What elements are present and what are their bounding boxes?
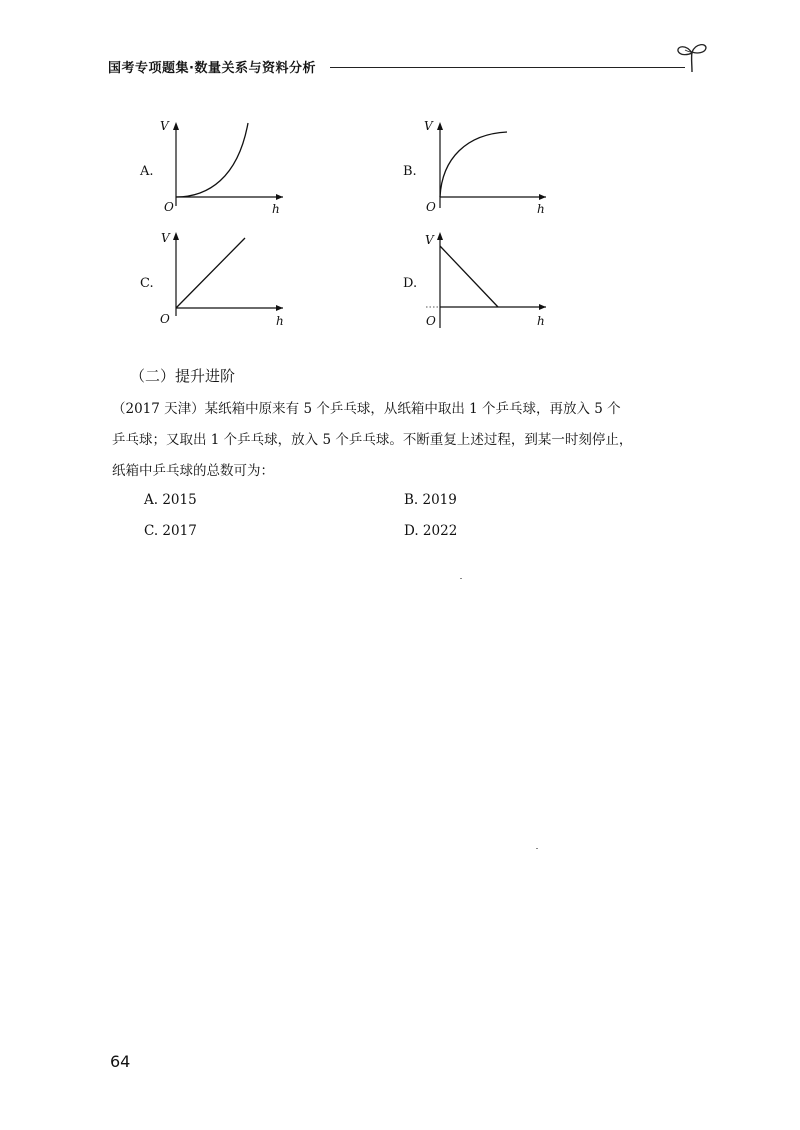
graph-d-origin: O [426, 314, 436, 328]
header-rule [330, 67, 685, 68]
question-line: （2017 天津）某纸箱中原来有 5 个乒乓球，从纸箱中取出 1 个乒乓球，再放入 5 个 [112, 401, 621, 417]
graph-a-label: A. [140, 164, 154, 179]
graph-b-origin: O [426, 200, 436, 214]
graph-c-origin: O [160, 312, 170, 326]
question-text [112, 394, 702, 487]
graph-b [422, 118, 552, 218]
graph-b-label: B. [403, 164, 417, 179]
graph-c-y-label: V [161, 231, 170, 245]
question-line: 乒乓球；又取出 1 个乒乓球，放入 5 个乒乓球。不断重复上述过程，到某一时刻停止， [112, 432, 633, 448]
graph-b-x-label: h [537, 202, 545, 216]
graph-a-x-label: h [272, 202, 280, 216]
graph-c [158, 228, 288, 328]
graph-d-y-label: V [425, 233, 434, 247]
graph-c-x-label: h [276, 314, 284, 328]
graph-d-label: D. [403, 276, 418, 291]
choice-d: D. 2022 [404, 523, 458, 539]
graph-d-x-label: h [537, 314, 545, 328]
sprout-icon [672, 38, 712, 74]
graph-a-origin: O [164, 200, 174, 214]
graph-a-y-label: V [160, 119, 169, 133]
graph-c-label: C. [140, 276, 154, 291]
choice-c: C. 2017 [144, 523, 197, 539]
choice-b: B. 2019 [404, 492, 457, 508]
choice-a: A. 2015 [144, 492, 197, 508]
scan-speck [460, 578, 462, 579]
graph-b-y-label: V [424, 119, 433, 133]
page-number: 64 [110, 1052, 131, 1071]
graph-d [422, 228, 552, 338]
scan-speck [536, 848, 538, 849]
graph-a [158, 118, 288, 218]
question-line: 纸箱中乒乓球的总数可为： [112, 463, 274, 479]
section-heading: （二）提升进阶 [130, 367, 236, 385]
running-header-title: 国考专项题集·数量关系与资料分析 [108, 61, 316, 76]
